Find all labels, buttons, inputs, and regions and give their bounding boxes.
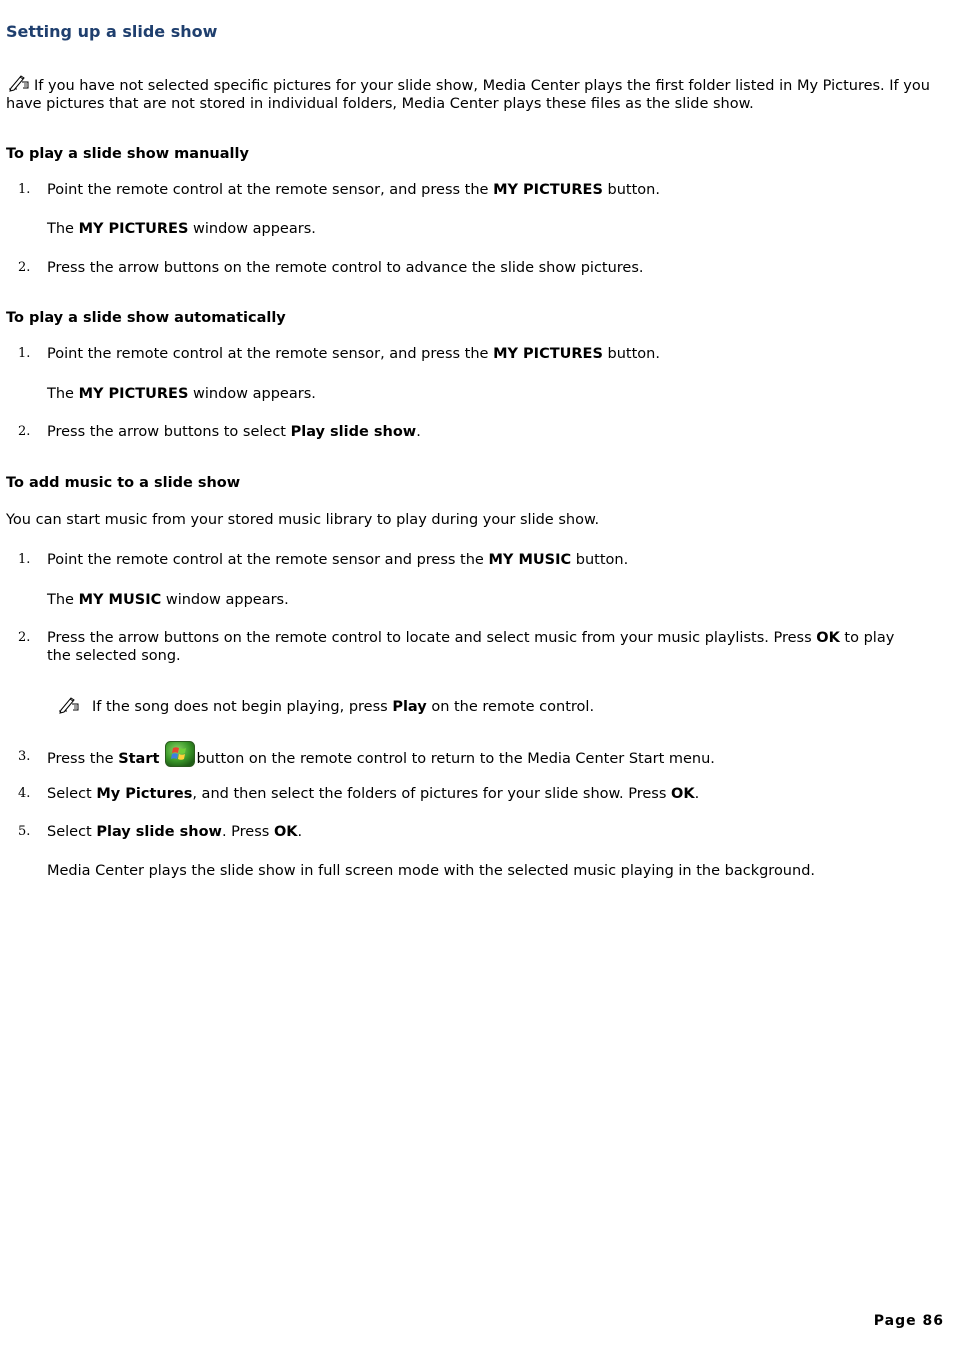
step-text: Press the arrow buttons on the remote control to advance the slide show pictures. xyxy=(47,260,644,276)
step-number: 2. xyxy=(18,424,31,439)
step-number: 2. xyxy=(18,260,31,275)
section-heading-automatic: To play a slide show automatically xyxy=(6,310,286,326)
note-pencil-icon xyxy=(56,696,80,714)
step-number: 5. xyxy=(18,824,31,839)
page-number: Page 86 xyxy=(873,1313,944,1329)
step-text: Press the Start button on the remote control to return to the Media Center Start menu. xyxy=(47,741,917,772)
music-intro: You can start music from your stored music library to play during your slide show. xyxy=(6,512,600,528)
step-number: 4. xyxy=(18,786,31,801)
step-result: The MY MUSIC window appears. xyxy=(47,592,289,608)
step-text: Press the arrow buttons to select Play slide show. xyxy=(47,424,421,440)
step-result: The MY PICTURES window appears. xyxy=(47,221,316,237)
step-number: 1. xyxy=(18,346,31,361)
intro-note-text: If you have not selected specific pictures for your slide show, Media Center plays the first folder listed in My Pictures. If you have pictures that are not stored in individual folders, Media Center plays these files as the slide show. xyxy=(6,78,930,112)
step-number: 3. xyxy=(18,749,31,764)
section-heading-music: To add music to a slide show xyxy=(6,475,241,491)
page-title: Setting up a slide show xyxy=(6,22,218,41)
windows-start-button-icon xyxy=(165,741,195,767)
step-number: 2. xyxy=(18,630,31,645)
step-number: 1. xyxy=(18,182,31,197)
step-result: The MY PICTURES window appears. xyxy=(47,386,316,402)
note-pencil-icon xyxy=(6,74,30,92)
step-text: Point the remote control at the remote sensor, and press the MY PICTURES button. xyxy=(47,182,660,198)
step-number: 1. xyxy=(18,552,31,567)
music-note: If the song does not begin playing, press Play on the remote control. xyxy=(92,699,595,715)
step-text: Press the arrow buttons on the remote control to locate and select music from your music playlists. Press OK to play the selected song. xyxy=(47,630,895,664)
section-heading-manual: To play a slide show manually xyxy=(6,146,249,162)
step-text: Point the remote control at the remote sensor, and press the MY PICTURES button. xyxy=(47,346,660,362)
step-text: Point the remote control at the remote sensor and press the MY MUSIC button. xyxy=(47,552,629,568)
step-text: Select Play slide show. Press OK. xyxy=(47,824,303,840)
intro-note xyxy=(6,74,946,113)
step-text: Select My Pictures, and then select the folders of pictures for your slide show. Press OK. xyxy=(47,786,700,802)
step-result: Media Center plays the slide show in full screen mode with the selected music playing in the background. xyxy=(47,863,816,879)
